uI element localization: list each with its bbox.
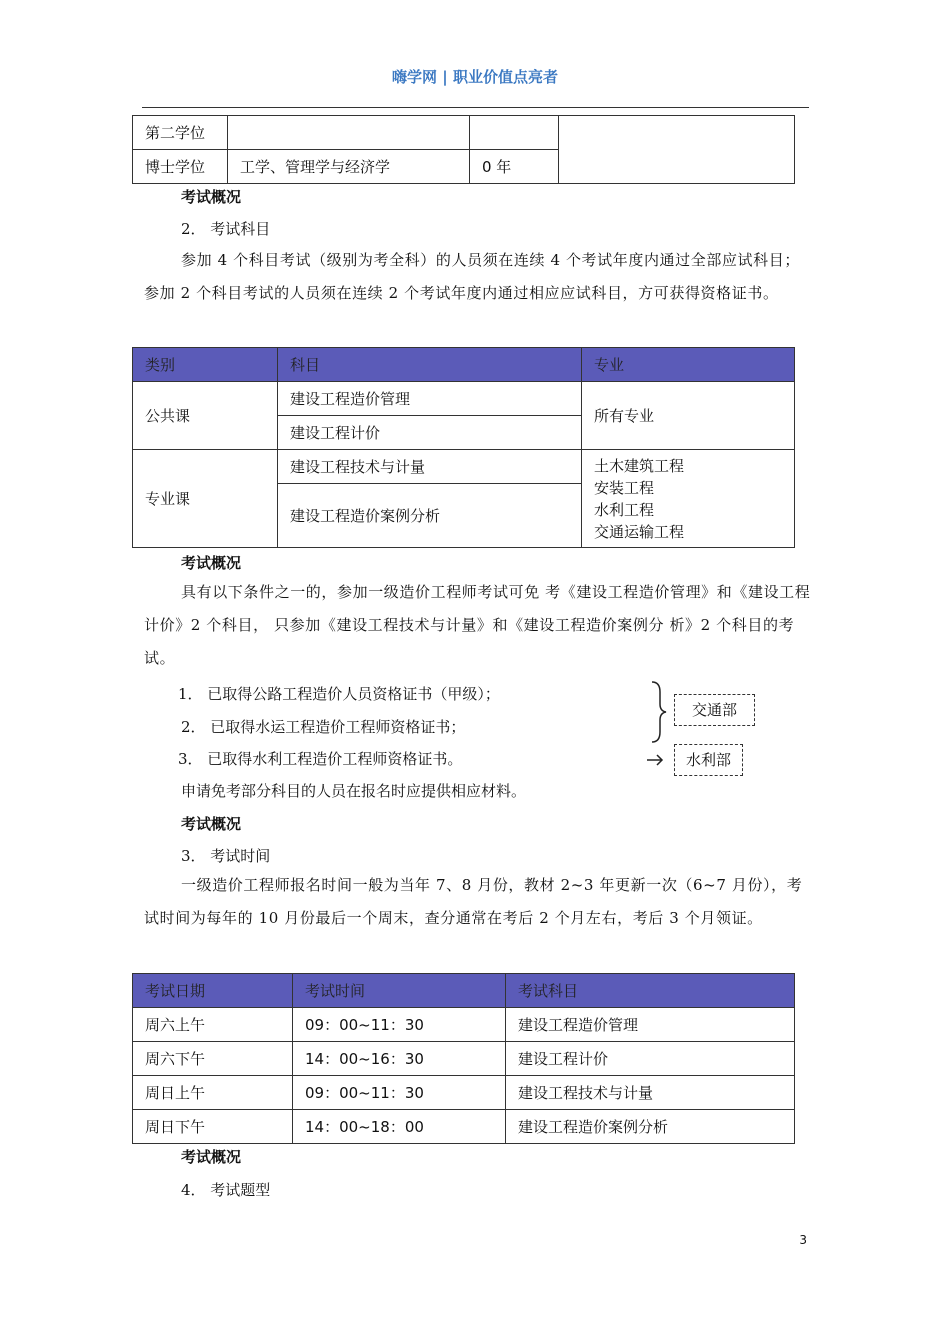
table-row (133, 1008, 795, 1042)
degree-cell: 博士学位 (133, 150, 228, 184)
category-cell: 专业课 (133, 450, 278, 548)
header-rule (142, 107, 809, 108)
exemption-paragraph: 具有以下条件之一的，参加一级造价工程师考试可免 考《建设工程造价管理》和《建设工程计价》2 个科目， 只参加《建设工程技术与计量》和《建设工程造价案例分 析》2 个科目的考试。 (144, 583, 811, 667)
subject-cell: 建设工程计价 (506, 1042, 795, 1076)
major-item: 安装工程 (594, 478, 655, 497)
header-cell: 科目 (278, 348, 582, 382)
header-cell: 考试科目 (506, 974, 795, 1008)
table-row (133, 1076, 795, 1110)
degree-cell: 第二学位 (133, 116, 228, 150)
table-row (133, 1110, 795, 1144)
exemption-item: 2． 已取得水运工程造价工程师资格证书； (181, 718, 466, 736)
category-cell: 公共课 (133, 382, 278, 450)
degree-table (132, 115, 795, 184)
table-row (133, 1042, 795, 1076)
header-cell: 专业 (582, 348, 795, 382)
date-cell: 周六上午 (133, 1008, 293, 1042)
date-cell: 周日上午 (133, 1076, 293, 1110)
time-cell: 14：00~18：00 (293, 1110, 506, 1144)
subject-cell: 建设工程造价管理 (506, 1008, 795, 1042)
time-cell: 09：00~11：30 (293, 1008, 506, 1042)
subject-cell: 建设工程技术与计量 (506, 1076, 795, 1110)
exam-time-table (132, 973, 795, 1144)
years-cell: 0 年 (470, 150, 559, 184)
subjects-table (132, 347, 795, 548)
table-header-row (133, 348, 795, 382)
major-item: 土木建筑工程 (594, 456, 685, 475)
header-cell: 考试时间 (293, 974, 506, 1008)
exemption-note: 申请免考部分科目的人员在报名时应提供相应材料。 (181, 782, 527, 800)
header-cell: 考试日期 (133, 974, 293, 1008)
section-label: 考试概况 (181, 554, 242, 572)
subject-cell: 建设工程技术与计量 (278, 450, 582, 484)
subject-cell: 建设工程造价管理 (278, 382, 582, 416)
transport-dept-box: 交通部 (674, 694, 755, 726)
section-label: 考试概况 (181, 815, 242, 833)
types-heading: 4． 考试题型 (181, 1181, 271, 1199)
major-item: 交通运输工程 (594, 522, 685, 541)
table-row (133, 382, 795, 416)
subjects-heading: 2． 考试科目 (181, 220, 271, 238)
section-label: 考试概况 (181, 1148, 242, 1166)
table-row (133, 116, 795, 150)
date-cell: 周六下午 (133, 1042, 293, 1076)
brace-icon (652, 682, 666, 742)
water-dept-box: 水利部 (674, 744, 743, 776)
arrow-right-icon (647, 755, 662, 765)
major-cell: 工学、管理学与经济学 (228, 150, 470, 184)
empty-cell (559, 116, 795, 184)
date-cell: 周日下午 (133, 1110, 293, 1144)
major-cell: 所有专业 (582, 382, 795, 450)
page-number: 3 (799, 1233, 807, 1247)
major-item: 水利工程 (594, 500, 655, 519)
subjects-paragraph: 参加 4 个科目考试（级别为考全科）的人员须在连续 4 个考试年度内通过全部应试科目；参加 2 个科目考试的人员须在连续 2 个考试年度内通过相应应试科目，方可获得资格证书。 (144, 251, 800, 302)
exemption-item: 1． 已取得公路工程造价人员资格证书（甲级）； (178, 685, 500, 703)
time-heading: 3． 考试时间 (181, 847, 271, 865)
major-list-cell (582, 450, 795, 548)
header-cell: 类别 (133, 348, 278, 382)
table-row (133, 450, 795, 484)
major-cell (228, 116, 470, 150)
subject-cell: 建设工程造价案例分析 (506, 1110, 795, 1144)
exemption-item: 3． 已取得水利工程造价工程师资格证书。 (178, 750, 463, 768)
section-label: 考试概况 (181, 188, 242, 206)
subject-cell: 建设工程计价 (278, 416, 582, 450)
years-cell (470, 116, 559, 150)
page-header: 嗨学网 | 职业价值点亮者 (392, 68, 558, 86)
time-cell: 09：00~11：30 (293, 1076, 506, 1110)
table-header-row (133, 974, 795, 1008)
subject-cell: 建设工程造价案例分析 (278, 484, 582, 548)
time-cell: 14：00~16：30 (293, 1042, 506, 1076)
time-paragraph: 一级造价工程师报名时间一般为当年 7、8 月份，教材 2~3 年更新一次（6~7 月份），考试时间为每年的 10 月份最后一个周末，查分通常在考后 2 个月左右，考后 3 个月领证。 (144, 876, 803, 927)
